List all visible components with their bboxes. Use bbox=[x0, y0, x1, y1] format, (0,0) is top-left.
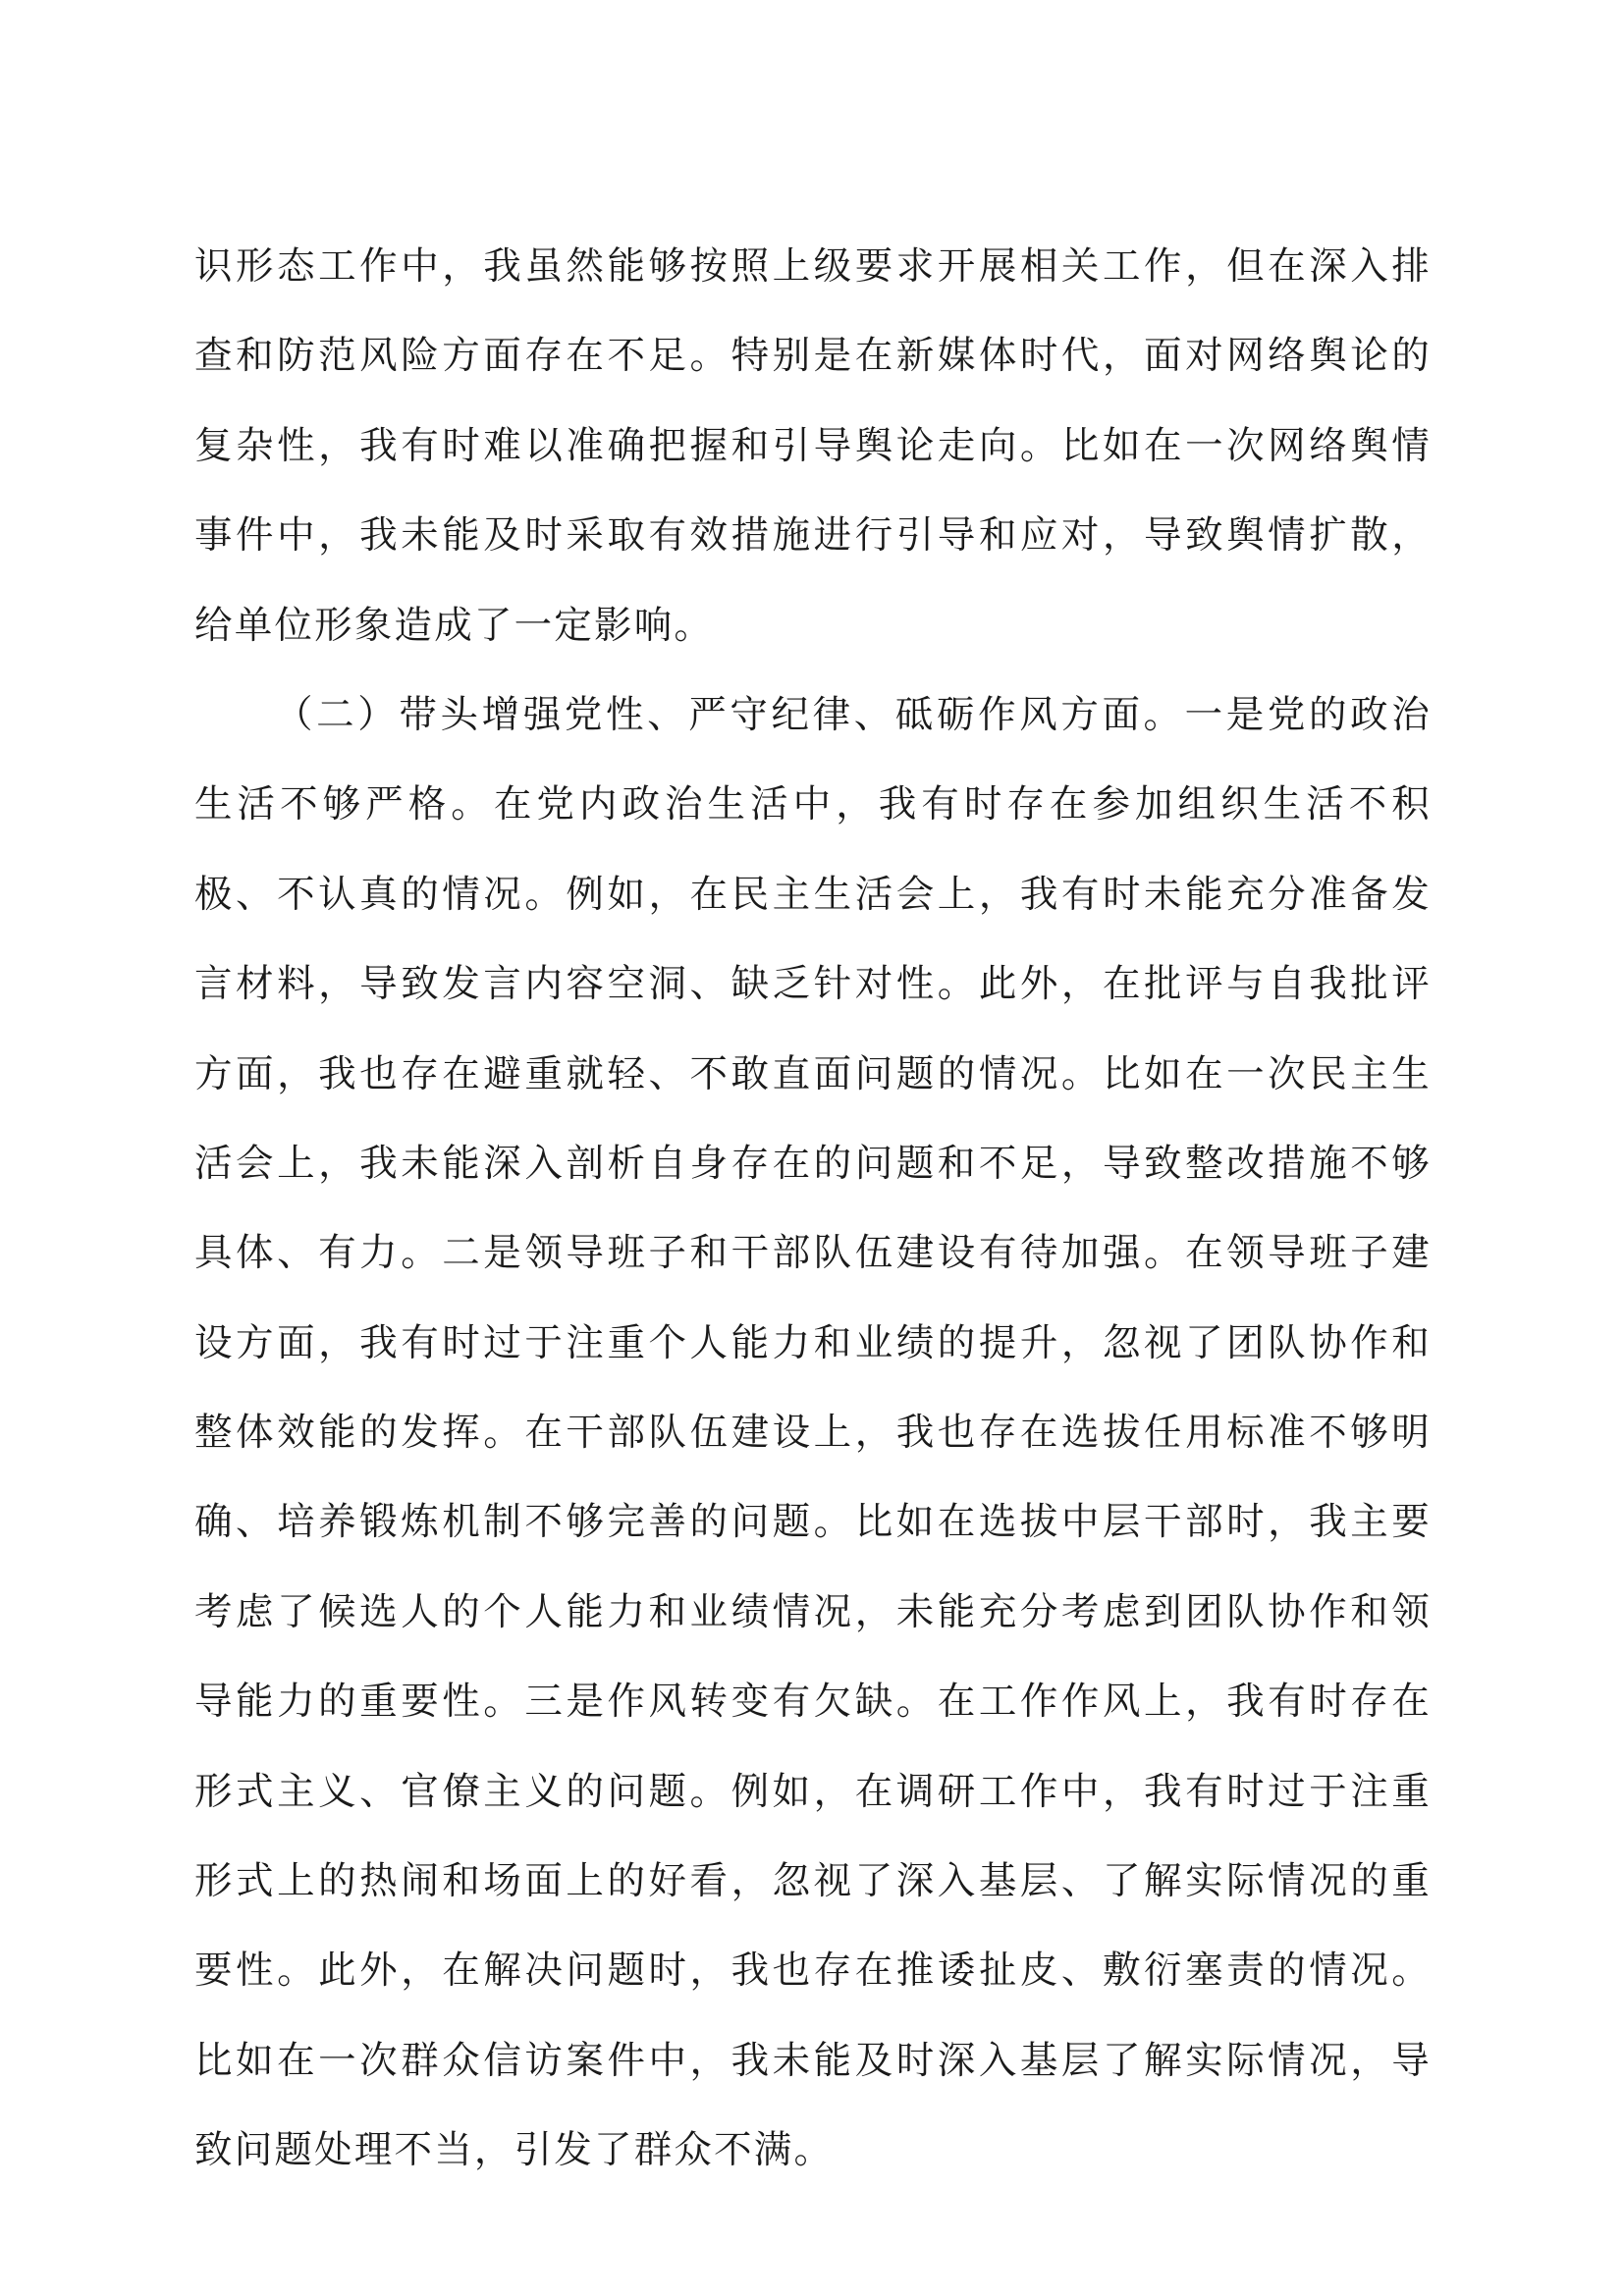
paragraph-line: 致问题处理不当，引发了群众不满。 bbox=[194, 2128, 835, 2173]
paragraph-line: 活会上，我未能深入剖析自身存在的问题和不足，导致整改措施不够 bbox=[194, 1141, 1432, 1186]
paragraph-line: 设方面，我有时过于注重个人能力和业绩的提升，忽视了团队协作和 bbox=[194, 1320, 1432, 1365]
paragraph-line: 比如在一次群众信访案件中，我未能及时深入基层了解实际情况，导 bbox=[194, 2038, 1432, 2083]
paragraph-line: 识形态工作中，我虽然能够按照上级要求开展相关工作，但在深入排 bbox=[194, 244, 1432, 289]
paragraph-ideology-risk bbox=[194, 222, 1432, 670]
section-heading-line: （二）带头增强党性、严守纪律、砥砺作风方面。一是党的政治 bbox=[275, 692, 1432, 737]
paragraph-line: 复杂性，我有时难以准确把握和引导舆论走向。比如在一次网络舆情 bbox=[194, 423, 1432, 468]
paragraph-line: 极、不认真的情况。例如，在民主生活会上，我有时未能充分准备发 bbox=[194, 872, 1432, 917]
paragraph-line: 形式上的热闹和场面上的好看，忽视了深入基层、了解实际情况的重 bbox=[194, 1859, 1432, 1904]
paragraph-section-two bbox=[194, 670, 1432, 2196]
paragraph-line: 形式主义、官僚主义的问题。例如，在调研工作中，我有时过于注重 bbox=[194, 1769, 1432, 1814]
paragraph-line: 给单位形象造成了一定影响。 bbox=[194, 603, 715, 648]
document-body bbox=[194, 222, 1432, 2196]
paragraph-line: 生活不够严格。在党内政治生活中，我有时存在参加组织生活不积 bbox=[194, 782, 1432, 828]
paragraph-line: 考虑了候选人的个人能力和业绩情况，未能充分考虑到团队协作和领 bbox=[194, 1589, 1432, 1634]
paragraph-line: 导能力的重要性。三是作风转变有欠缺。在工作作风上，我有时存在 bbox=[194, 1680, 1432, 1725]
paragraph-line: 具体、有力。二是领导班子和干部队伍建设有待加强。在领导班子建 bbox=[194, 1231, 1432, 1276]
paragraph-line: 方面，我也存在避重就轻、不敢直面问题的情况。比如在一次民主生 bbox=[194, 1051, 1432, 1096]
paragraph-line: 确、培养锻炼机制不够完善的问题。比如在选拔中层干部时，我主要 bbox=[194, 1500, 1432, 1545]
paragraph-line: 言材料，导致发言内容空洞、缺乏针对性。此外，在批评与自我批评 bbox=[194, 962, 1432, 1007]
paragraph-line: 要性。此外，在解决问题时，我也存在推诿扯皮、敷衍塞责的情况。 bbox=[194, 1949, 1432, 1994]
paragraph-line: 查和防范风险方面存在不足。特别是在新媒体时代，面对网络舆论的 bbox=[194, 334, 1432, 379]
paragraph-line: 整体效能的发挥。在干部队伍建设上，我也存在选拔任用标准不够明 bbox=[194, 1411, 1432, 1456]
paragraph-line: 事件中，我未能及时采取有效措施进行引导和应对，导致舆情扩散， bbox=[194, 513, 1432, 559]
